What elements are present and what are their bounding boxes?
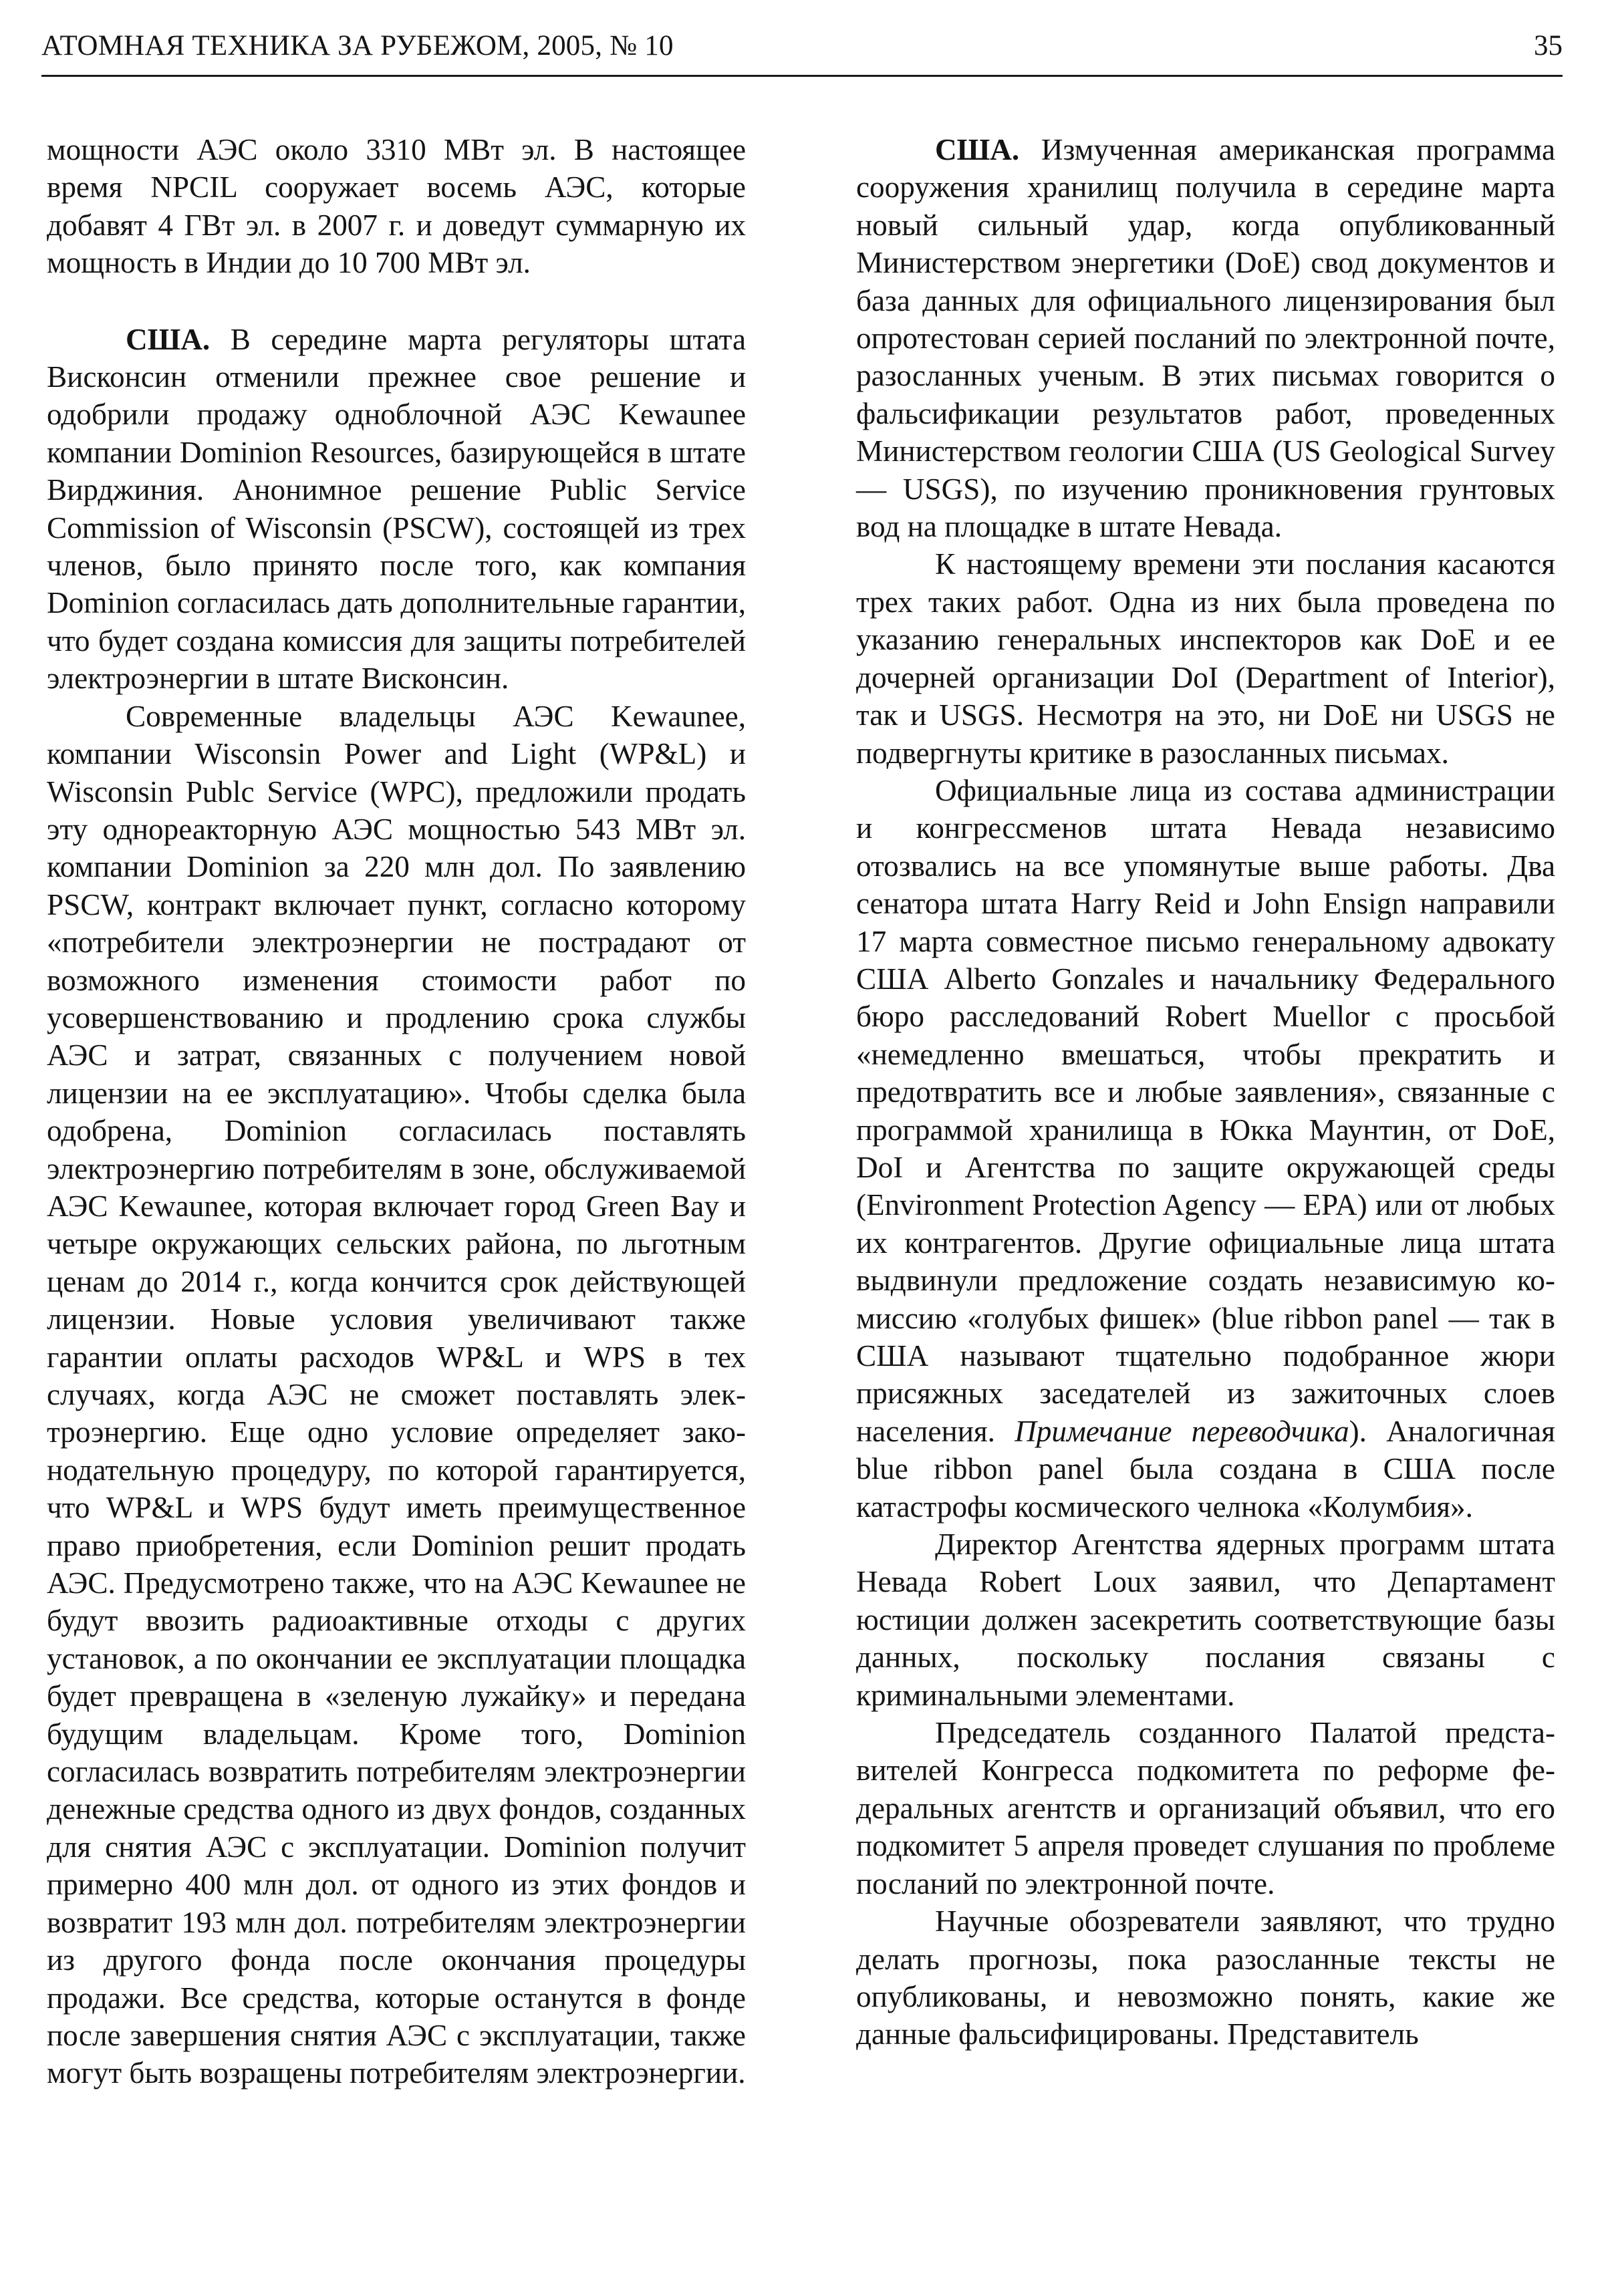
- running-header: [41, 25, 1563, 77]
- paragraph-text: ). Аналогичная blue ribbon panel была создана в США после катастрофы космического челнока «Колумбия».: [856, 1414, 1555, 1524]
- paragraph: Директор Агентства ядерных программ штата Невада Robert Loux заявил, что Департамент юстиции должен засекретить соответствующие базы данных, поскольку послания связаны с криминальными элементами.: [856, 1528, 1555, 1712]
- page-number: 35: [1534, 30, 1563, 61]
- paragraph-text: В середине марта регуляторы штата Висконсин отменили прежнее свое решение и одобрили продажу одноблочной АЭС Kewaunee компании Dominion Resources, базирующейся в штате Вирджиния. Анонимное решение Public Service Commission of Wisconsin (PSCW), состоящей из трех членов, было принято после того, как компания Dominion согласилась дать дополнительные гарантии, что будет создана комиссия для защиты потребителей электроэнергии в штате Висконсин.: [47, 322, 747, 696]
- country-heading: США.: [935, 133, 1020, 166]
- paragraph: [47, 321, 746, 698]
- paragraph: Председатель созданного Палатой представителей Конгресса подкомитета по реформе федеральных агентств и организаций объявил, что его подкомитет 5 апреля проведет слушания по проблеме посланий по электронной почте.: [856, 1716, 1555, 1900]
- right-column: [856, 131, 1555, 2053]
- paragraph: [856, 772, 1555, 1526]
- paragraph-text: Измученная американская программа сооружения хранилищ получила в середине марта новый сильный удар, когда опубликованный Министерством энергетики (DoE) свод документов и база данных для официального лицензирования был опротестован серией посланий по электронной почте, разосланных ученым. В этих письмах говорится о фальсификации результатов работ, проведенных Министерством геологии США (US Geological Survey — USGS), по изучению проникновения грунтовых вод на площадке в штате Невада.: [856, 133, 1556, 544]
- paragraph: [856, 131, 1555, 545]
- paragraph-text: Официальные лица из состава администрации и конгрессменов штата Невада независимо отозвались на все упомянутые выше работы. Два сенатора штата Harry Reid и John Ensign направили 17 марта совместное письмо генеральному адвокату США Alberto Gonzales и начальнику Федерального бюро расследований Robert Muellor с просьбой «немедленно вмешаться, чтобы прекратить и предотвратить все и любые заявления», связанные с программой хранилища в Юкка Маунтин, от DoE, DoI и Агентства по защите окружающей среды (Environment Protection Agency — EPA) или от любых их контрагентов. Другие официальные лица штата выдвинули предложение создать независимую комиссию «голубых фишек» (blue ribbon panel — так в США называют тщательно подобранное жюри присяжных заседателей из зажиточных слоев населения.: [856, 773, 1555, 1448]
- journal-title: АТОМНАЯ ТЕХНИКА ЗА РУБЕЖОМ, 2005, № 10: [41, 30, 674, 61]
- left-column: [47, 131, 746, 2092]
- paragraph: Научные обозреватели заявляют, что трудно делать прогнозы, пока разосланные тексты не опубликованы, и невозможно понять, какие же данные фальсифицированы. Представитель: [856, 1904, 1555, 2051]
- country-heading: США.: [126, 322, 211, 356]
- paragraph: Современные владельцы АЭС Kewaunee, компании Wisconsin Power and Light (WP&L) и Wisconsin Publc Service (WPC), предложили продать эту однореакторную АЭС мощностью 543 МВт эл. компании Dominion за 220 млн дол. По заявлению PSCW, контракт включает пункт, согласно которому «потребители электроэнергии не пострадают от возможного изменения стоимости работ по усовершенствованию и продлению срока службы АЭС и затрат, связанных с получением новой лицензии на ее эксплуатацию». Чтобы сделка была одобрена, Dominion согласилась поставлять электроэнергию потребителям в зоне, обслуживаемой АЭС Kewaunee, которая включает город Green Bay и четыре окружающих сельских района, по льготным ценам до 2014 г., когда кончится срок действующей лицензии. Новые условия увеличивают также гарантии оплаты расходов WP&L и WPS в тех случаях, когда АЭС не сможет поставлять электроэнергию. Еще одно условие определяет законодательную процедуру, по которой гарантируется, что WP&L и WPS будут иметь преимущественное право приобретения, если Dominion решит продать АЭС. Предусмотрено также, что на АЭС Kewaunee не будут ввозить радиоактивные отходы с других установок, а по окончании ее эксплуатации площадка будет превращена в «зеленую лужайку» и передана будущим владельцам. Кроме того, Dominion согласилась возвратить потребителям электроэнергии денежные средства одного из двух фондов, созданных для снятия АЭС с эксплуатации. Dominion получит примерно 400 млн дол. от одного из этих фондов и возвратит 193 млн дол. потребителям электроэнергии из другого фонда после окончания процедуры продажи. Все средства, которые останутся в фонде после завершения снятия АЭС с эксплуатации, также могут быть возращены потребителям электроэнергии.: [47, 699, 746, 2090]
- translator-note: Примечание переводчика: [1015, 1414, 1349, 1448]
- paragraph: К настоящему времени эти послания касаются трех таких работ. Одна из них была проведена по указанию генеральных инспекторов как DoE и ее дочерней организации DoI (Department of Interior), так и USGS. Несмотря на это, ни DoE ни USGS не подвергнуты критике в разосланных письмах.: [856, 547, 1555, 770]
- paragraph: мощности АЭС около 3310 МВт эл. В настоящее время NPCIL сооружает восемь АЭС, которые добавят 4 ГВт эл. в 2007 г. и доведут суммарную их мощность в Индии до 10 700 МВт эл.: [47, 133, 746, 280]
